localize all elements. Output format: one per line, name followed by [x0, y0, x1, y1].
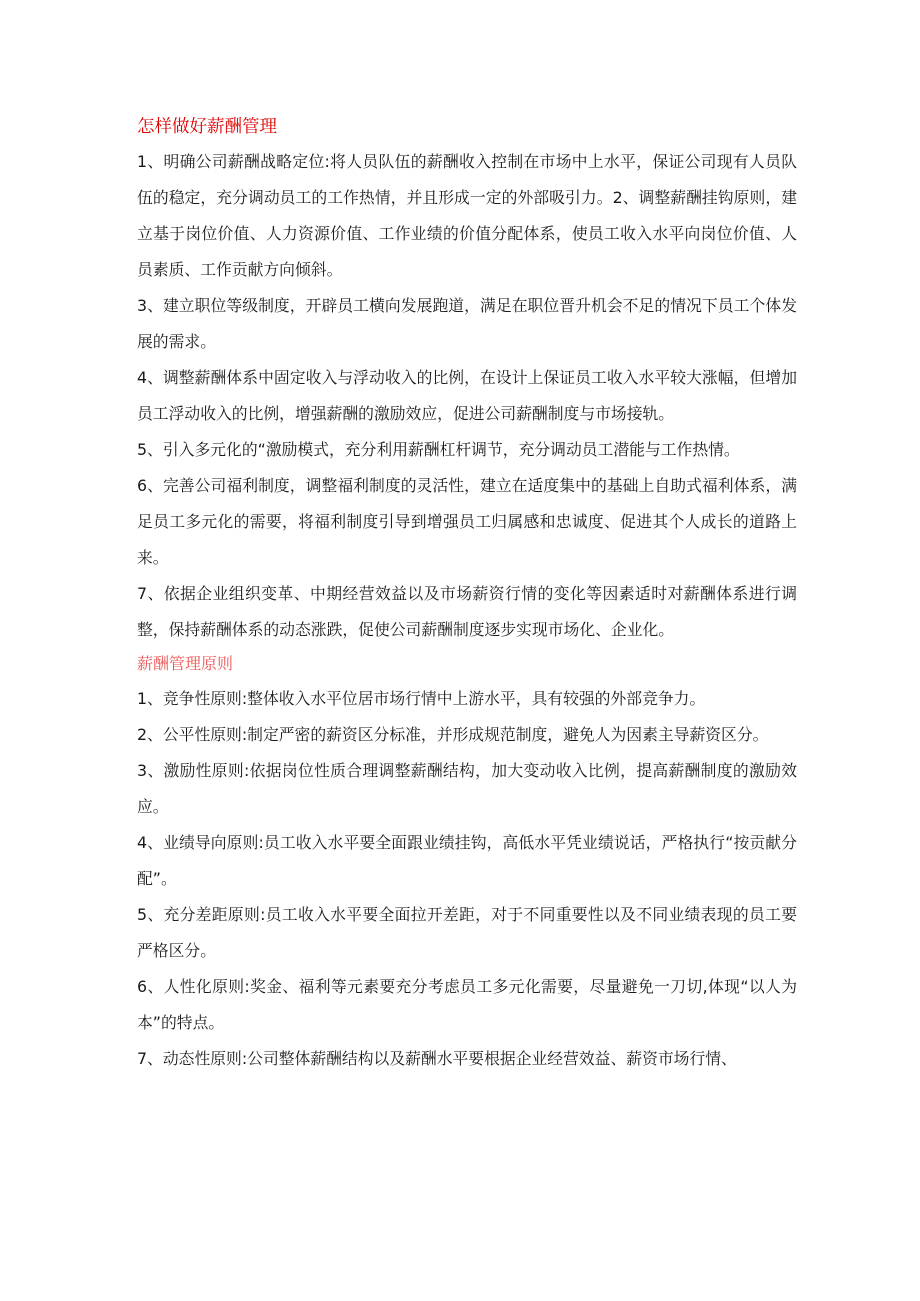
principle-fairness: 2、公平性原则:制定严密的薪资区分标准，并形成规范制度，避免人为因素主导薪资区分。: [137, 725, 769, 744]
principle-differentiation: 5、充分差距原则:员工收入水平要全面拉开差距，对于不同重要性以及不同业绩表现的员工要严格区分。: [137, 905, 797, 960]
paragraph-job-grade: 3、建立职位等级制度，开辟员工横向发展跑道，满足在职位晋升机会不足的情况下员工个体发展的需求。: [137, 296, 797, 351]
principle-humanization: 6、人性化原则:奖金、福利等元素要充分考虑员工多元化需要，尽量避免一刀切,体现“以人为本”的特点。: [137, 977, 797, 1032]
principle-incentive: 3、激励性原则:依据岗位性质合理调整薪酬结构，加大变动收入比例，提高薪酬制度的激励效应。: [137, 761, 797, 816]
paragraph-strategy: 1、明确公司薪酬战略定位:将人员队伍的薪酬收入控制在市场中上水平，保证公司现有人员队伍的稳定，充分调动员工的工作热情，并且形成一定的外部吸引力。2、调整薪酬挂钩原则，建立基于岗位价值、人力资源价值、工作业绩的价值分配体系，使员工收入水平向岗位价值、人员素质、工作贡献方向倾斜。: [137, 152, 797, 279]
principle-competitive: 1、竞争性原则:整体收入水平位居市场行情中上游水平，具有较强的外部竞争力。: [137, 689, 706, 708]
document-page: [137, 112, 797, 1077]
principle-performance: 4、业绩导向原则:员工收入水平要全面跟业绩挂钩，高低水平凭业绩说话，严格执行“按贡献分配”。: [137, 833, 797, 888]
section-heading-principles: 薪酬管理原则: [137, 654, 234, 673]
principle-dynamic: 7、动态性原则:公司整体薪酬结构以及薪酬水平要根据企业经营效益、薪资市场行情、: [137, 1049, 737, 1068]
document-title: 怎样做好薪酬管理: [137, 117, 277, 137]
paragraph-income-ratio: 4、调整薪酬体系中固定收入与浮动收入的比例，在设计上保证员工收入水平较大涨幅，但增加员工浮动收入的比例，增强薪酬的激励效应，促进公司薪酬制度与市场接轨。: [137, 368, 797, 423]
paragraph-incentive-mode: 5、引入多元化的“激励模式，充分利用薪酬杠杆调节，充分调动员工潜能与工作热情。: [137, 440, 740, 459]
paragraph-adjustment: 7、依据企业组织变革、中期经营效益以及市场薪资行情的变化等因素适时对薪酬体系进行调整，保持薪酬体系的动态涨跌，促使公司薪酬制度逐步实现市场化、企业化。: [137, 584, 797, 639]
paragraph-welfare: 6、完善公司福利制度，调整福利制度的灵活性，建立在适度集中的基础上自助式福利体系，满足员工多元化的需要，将福利制度引导到增强员工归属感和忠诚度、促进其个人成长的道路上来。: [137, 476, 797, 567]
